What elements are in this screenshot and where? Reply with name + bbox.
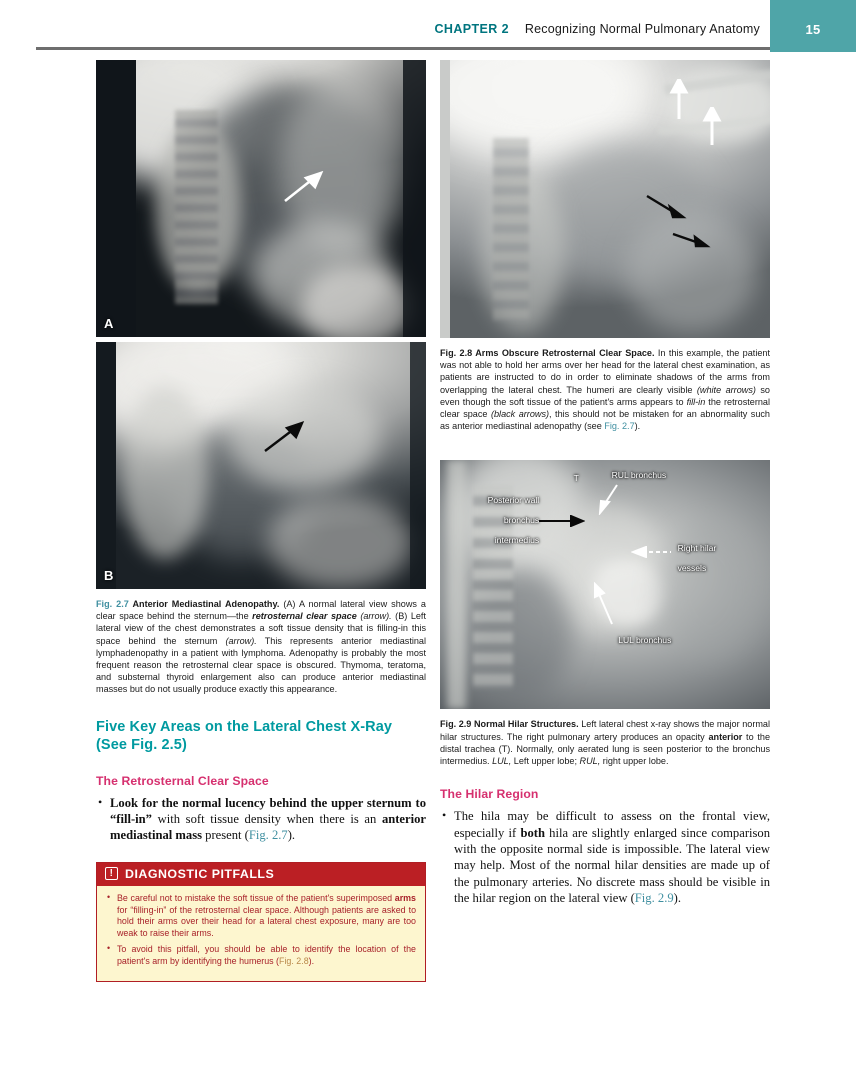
figure-2-8-italic-3: (black arrows): [490, 409, 550, 420]
hilar-emph-1: both: [520, 825, 545, 840]
pitfalls-header: [97, 863, 425, 886]
arrow-rul-bronchus: [597, 483, 621, 515]
pitfall-1-text-2: for “filling-in” of the retrosternal clear space. Although patients are asked to hold their arms over their head for a lateral chest exposure, many are too weak to raise their arms.: [117, 904, 416, 939]
hilar-text-2: hila are slightly enlarged since comparison with the opposite normal side is impossible. The lateral view may help. Most of the normal hilar densities are made up of the pulmonary arteries. No discrete mass should be visible in the hilar region on the lateral view (: [454, 825, 771, 906]
list-item: [106, 893, 416, 940]
figure-2-7-panel-a: [96, 60, 426, 337]
label-right-hilar-line1: Right hilar: [677, 542, 717, 553]
exclamation-icon: !: [105, 867, 118, 880]
figure-2-7-text-3: (B) Left lateral view of the chest demonstrates a soft tissue density that is filling-in this space behind the sternum: [96, 611, 426, 646]
figure-2-7-panel-b: [96, 342, 426, 589]
list-item: [440, 808, 770, 906]
figure-2-8-text-4: , this should not be mistaken for an abnormality such as anterior mediastinal adenopathy (see: [440, 409, 770, 432]
arrow-black-panel-b: [261, 421, 307, 455]
figure-2-8-title: Arms Obscure Retrosternal Clear Space.: [475, 348, 655, 358]
retrosternal-figure-ref: Fig. 2.7: [248, 828, 288, 843]
figure-2-7-italic-1: (arrow).: [360, 611, 392, 622]
arrow-white-panel-a: [281, 171, 327, 205]
figure-2-9-caption: [440, 718, 770, 767]
arrow-right-hilar-vessels: [631, 546, 673, 558]
figure-2-9-image: [440, 460, 770, 709]
list-item: [106, 944, 416, 968]
subsection-heading-retrosternal: The Retrosternal Clear Space: [96, 773, 269, 788]
retrosternal-emph: anterior mediastinal mass: [110, 812, 426, 843]
panel-letter-b: B: [104, 568, 114, 583]
hilar-text-1: The hila may be difficult to assess on the frontal view, especially if: [454, 809, 770, 840]
figure-2-9-text-1: Left lateral chest x-ray shows the major normal hilar structures. The right pulmonary artery produces an opacity: [440, 719, 770, 742]
figure-2-9-text-4: right upper lobe.: [600, 756, 669, 767]
label-posterior-wall-line1: Posterior wall: [487, 495, 540, 506]
arrow-black-upper: [645, 193, 687, 219]
figure-2-9-text-3: Left upper lobe;: [511, 756, 580, 767]
diagnostic-pitfalls-box: [96, 862, 426, 982]
right-column: [440, 60, 770, 907]
figure-2-7-italic-2: (arrow).: [225, 635, 257, 646]
radiograph-a-image: [96, 60, 426, 337]
retrosternal-text-2: with soft tissue density when there is an: [151, 812, 382, 827]
arrow-posterior-wall: [539, 515, 585, 527]
figure-2-8-label: Fig. 2.8: [440, 348, 473, 358]
arrow-white-upper: [668, 79, 690, 121]
five-key-areas-line-1: Five Key Areas on the Lateral Chest X-Ray (See: [96, 718, 393, 753]
label-lul-bronchus: LUL bronchus: [618, 634, 672, 645]
figure-2-8-italic-1: (white arrows): [696, 384, 756, 395]
label-trachea: T: [573, 472, 579, 483]
figure-2-9-text-2: to the distal trachea (T). Normally, only aerated lung is seen posterior to the bronchus intermedius.: [440, 731, 771, 767]
arrow-white-lower: [701, 107, 723, 147]
chapter-label: CHAPTER 2: [434, 22, 509, 36]
figure-2-8-text-3: the retrosternal clear space: [440, 396, 770, 420]
hilar-bullet-list: [440, 808, 770, 906]
five-key-areas-figure-ref: Fig. 2.5: [131, 736, 182, 753]
hilar-figure-ref: Fig. 2.9: [634, 891, 674, 906]
header-divider: [36, 47, 770, 50]
figure-2-8-figure-ref: Fig. 2.7: [604, 421, 635, 432]
figure-2-8-text-5: ).: [634, 421, 641, 432]
running-head: [434, 22, 760, 36]
retrosternal-text-1: Look for the normal lucency behind the upper sternum to “fill-in”: [110, 795, 426, 827]
panel-letter-a: A: [104, 316, 114, 331]
retrosternal-text-3: present (: [202, 828, 249, 843]
list-item: [96, 795, 426, 844]
figure-2-9-italic-2: RUL,: [579, 756, 601, 767]
figure-2-9-label: Fig. 2.9: [440, 719, 472, 730]
page-header: [0, 0, 856, 52]
section-heading-five-key-areas: [96, 718, 426, 754]
pitfall-2-text-1: To avoid this pitfall, you should be able to identify the location of the patient's arm by identifying the humerus (: [117, 944, 416, 966]
pitfall-2-figure-ref: Fig. 2.8: [279, 955, 309, 966]
figure-2-8-italic-2: fill-in: [686, 396, 706, 407]
figure-2-8-text-2: so even though the soft tissue of the patient's arms appears to: [440, 384, 770, 407]
figure-2-7-text-1: (A) A normal lateral view shows a clear space behind the sternum—the: [96, 599, 426, 622]
label-rul-bronchus: RUL bronchus: [611, 470, 667, 481]
arrow-lul-bronchus: [592, 582, 618, 626]
label-right-hilar-line2: vessels: [677, 562, 707, 573]
radiograph-2-8-image: [440, 60, 770, 338]
figure-2-7-text-4: This represents anterior mediastinal lymphadenopathy in a patient with lymphoma. Adenopathy is probably the most frequent reason the retrosternal clear space is obscured. Thymoma, teratoma, and substernal thyroid enlargement also can produce anterior mediastinal masses but do not usually produce exactly this appearance.: [96, 635, 427, 695]
label-posterior-wall-line2: bronchus: [503, 515, 540, 526]
figure-2-7-label: Fig. 2.7: [96, 599, 129, 609]
figure-2-9-title: Normal Hilar Structures.: [473, 719, 579, 730]
arrow-black-lower: [671, 230, 711, 250]
left-column: [96, 60, 426, 982]
pitfall-1-text-1: Be careful not to mistake the soft tissue of the patient's superimposed: [117, 892, 395, 903]
figure-2-8-caption: [440, 347, 770, 432]
retrosternal-bullet-list: [96, 795, 426, 844]
figure-2-9-italic-1: LUL,: [492, 756, 512, 767]
subsection-heading-hilar: The Hilar Region: [440, 787, 539, 802]
figure-2-7-emph-1: retrosternal clear space: [252, 611, 357, 622]
radiograph-b-image: [96, 342, 426, 589]
pitfall-1-emph: arms: [394, 892, 416, 903]
five-key-areas-line-2: ): [181, 736, 187, 753]
figure-2-7-title: Anterior Mediastinal Adenopathy.: [132, 599, 280, 609]
pitfalls-title: DIAGNOSTIC PITFALLS: [125, 866, 275, 881]
figure-2-9-emph-1: anterior: [708, 731, 743, 742]
figure-2-7-caption: [96, 598, 426, 696]
pitfall-2-text-2: ).: [308, 955, 315, 966]
hilar-text-3: ).: [673, 891, 681, 906]
chapter-title: Recognizing Normal Pulmonary Anatomy: [524, 22, 760, 36]
figure-2-8-image: [440, 60, 770, 338]
pitfalls-body: [97, 886, 425, 981]
retrosternal-text-4: ).: [287, 828, 296, 843]
label-posterior-wall-line3: intermedius: [494, 535, 540, 546]
page-number: 15: [805, 22, 821, 37]
figure-2-8-text-1: In this example, the patient was not able to hold her arms over her head for the lateral chest examination, as patients are instructed to do in order to eliminate shadows of the arms from overlapping the lateral chest. The humeri are clearly visible: [440, 348, 770, 395]
